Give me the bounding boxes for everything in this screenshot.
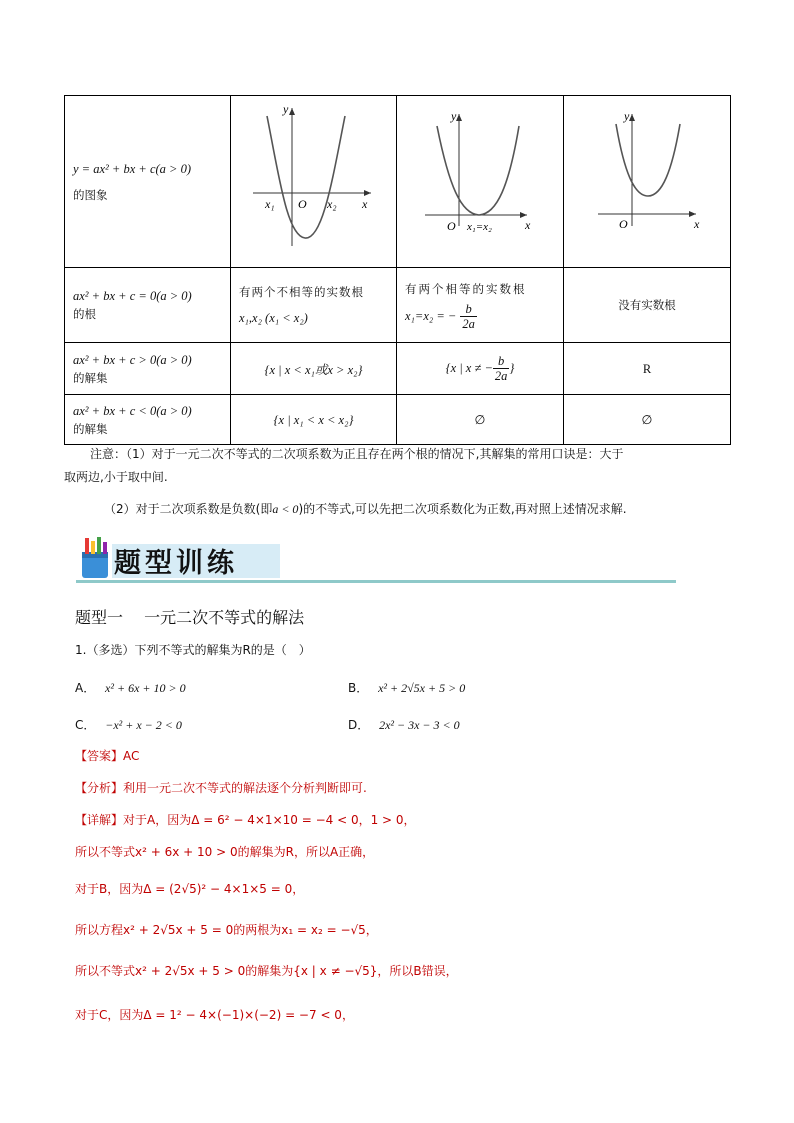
fraction-denominator: 2a: [494, 369, 508, 383]
detail-line-5: 所以不等式x² + 2√5x + 5 > 0的解集为{x | x ≠ −√5}，所以B错误，: [75, 964, 458, 978]
detail-line-1: [75, 811, 416, 828]
greater-row-caption: 的解集: [73, 370, 108, 385]
greater-row-formula: ax² + bx + c > 0(a > 0): [73, 352, 192, 367]
graph2-origin-label: O: [447, 219, 456, 233]
detail-line-3: 对于B，因为Δ = (2√5)² − 4×1×5 = 0，: [75, 882, 305, 896]
option-b: [348, 679, 465, 696]
graph3-origin-label: O: [619, 217, 628, 231]
greater-one-fraction: [493, 354, 510, 383]
section-banner: [76, 534, 676, 588]
graph1-origin-label: O: [298, 197, 307, 211]
answer-line: [75, 747, 139, 764]
analysis-line: [75, 779, 367, 796]
roots-two-cell: [231, 268, 397, 343]
greater-none-cell: [564, 343, 731, 395]
row-label-greater: [65, 343, 231, 395]
row-label-roots: [65, 268, 231, 343]
option-a: [75, 679, 186, 696]
graph-row-caption: 的图象: [73, 187, 108, 202]
graph-two-roots-cell: [231, 96, 397, 268]
graph3-y-label: y: [624, 109, 630, 123]
parabola-one-root-graph: [397, 96, 562, 264]
graph2-y-label: y: [451, 109, 457, 123]
one-root-fraction: [460, 302, 477, 331]
note-2: [104, 498, 734, 520]
graph1-x2-label: x₂: [327, 197, 337, 211]
roots-row-caption: 的根: [73, 307, 96, 321]
option-c-formula: −x² + x − 2 < 0: [105, 718, 182, 732]
answer-value: AC: [123, 749, 140, 763]
fraction-numerator: b: [493, 354, 510, 369]
fraction-denominator: 2a: [462, 316, 475, 331]
detail-tag: 【详解】: [75, 813, 124, 827]
detail-line-6: 对于C，因为Δ = 1² − 4×(−1)×(−2) = −7 < 0，: [75, 1008, 354, 1022]
graph1-x-label: x: [362, 197, 368, 211]
roots-row-formula: ax² + bx + c = 0(a > 0): [73, 289, 192, 303]
option-d-formula: 2x² − 3x − 3 < 0: [379, 718, 460, 732]
greater-none-set: R: [642, 361, 652, 376]
greater-one-set-left: {x | x ≠ −: [445, 361, 493, 375]
note-2-text-b: )的不等式,可以先把二次项系数化为正数,再对照上述情况求解.: [298, 502, 627, 516]
note-2-math: a < 0: [272, 502, 299, 516]
option-a-formula: x² + 6x + 10 > 0: [105, 681, 186, 695]
parabola-no-root-graph: [564, 96, 729, 264]
option-a-label: A．: [75, 681, 96, 695]
less-none-set: ∅: [641, 412, 653, 427]
note-2-text-a: （2）对于二次项系数是负数(即: [104, 502, 273, 516]
detail-line-4: 所以方程x² + 2√5x + 5 = 0的两根为x₁ = x₂ = −√5，: [75, 923, 378, 937]
one-root-text: 有两个相等的实数根: [405, 281, 527, 296]
no-root-text: 没有实数根: [618, 298, 676, 312]
less-none-cell: [564, 395, 731, 445]
greater-one-set-right: }: [509, 361, 515, 375]
row-label-graph: [65, 96, 231, 268]
note-1-line-1: 注意：（1）对于一元二次不等式的二次项系数为正且存在两个根的情况下,其解集的常用口诀是：大于: [90, 447, 624, 461]
less-two-cell: [231, 395, 397, 445]
graph-one-root-cell: [397, 96, 564, 268]
less-row-formula: ax² + bx + c < 0(a > 0): [73, 403, 192, 418]
analysis-tag: 【分析】: [75, 781, 124, 795]
graph1-x1-label: x₁: [265, 197, 275, 211]
note-1-line-2: 取两边,小于取中间.: [64, 470, 168, 484]
section-title: 题型一 一元二次不等式的解法: [75, 608, 305, 627]
option-b-formula: x² + 2√5x + 5 > 0: [378, 681, 466, 695]
graph1-y-label: y: [283, 102, 289, 116]
analysis-text: 利用一元二次不等式的解法逐个分析判断即可.: [123, 781, 367, 795]
question-stem: 1.（多选）下列不等式的解集为R的是（ ）: [75, 643, 311, 657]
table-row-greater: [65, 343, 731, 395]
row-label-less: [65, 395, 231, 445]
option-c: [75, 716, 182, 733]
detail-text-1: 对于A，因为Δ = 6² − 4×1×10 = −4 < 0，1 > 0，: [123, 813, 416, 827]
two-roots-text: 有两个不相等的实数根: [239, 285, 364, 299]
less-one-cell: [397, 395, 564, 445]
roots-none-cell: [564, 268, 731, 343]
graph2-x1x2-label: x₁=x₂: [467, 221, 492, 233]
pencil-cup-icon: [78, 536, 114, 580]
answer-tag: 【答案】: [75, 749, 124, 763]
option-b-label: B．: [348, 681, 369, 695]
graph-row-formula: y = ax² + bx + c(a > 0): [73, 161, 192, 176]
graph-no-root-cell: [564, 96, 731, 268]
two-roots-formula: x₁,x₂ (x₁ < x₂): [239, 311, 308, 325]
greater-one-cell: [397, 343, 564, 395]
greater-two-set: {x | x < x₁或x > x₂}: [264, 362, 363, 377]
graph3-x-label: x: [694, 217, 700, 231]
graph2-x-label: x: [525, 218, 531, 232]
less-two-set: {x | x₁ < x < x₂}: [273, 412, 354, 427]
banner-title: 题型训练: [114, 548, 238, 579]
fraction-numerator: b: [460, 302, 477, 317]
greater-two-cell: [231, 343, 397, 395]
one-root-formula: x₁=x₂ = −: [405, 308, 457, 323]
banner-underline: [76, 580, 676, 583]
parabola-two-roots-graph: [231, 96, 395, 264]
table-row-roots: [65, 268, 731, 343]
option-d-label: D．: [348, 718, 370, 732]
table-row-less: [65, 395, 731, 445]
table-row-graph: [65, 96, 731, 268]
roots-one-cell: [397, 268, 564, 343]
quadratic-summary-table: [64, 95, 731, 445]
less-one-set: ∅: [474, 412, 486, 427]
option-c-label: C．: [75, 718, 96, 732]
detail-line-2: 所以不等式x² + 6x + 10 > 0的解集为R，所以A正确，: [75, 845, 375, 859]
option-d: [348, 716, 460, 733]
less-row-caption: 的解集: [73, 421, 108, 436]
